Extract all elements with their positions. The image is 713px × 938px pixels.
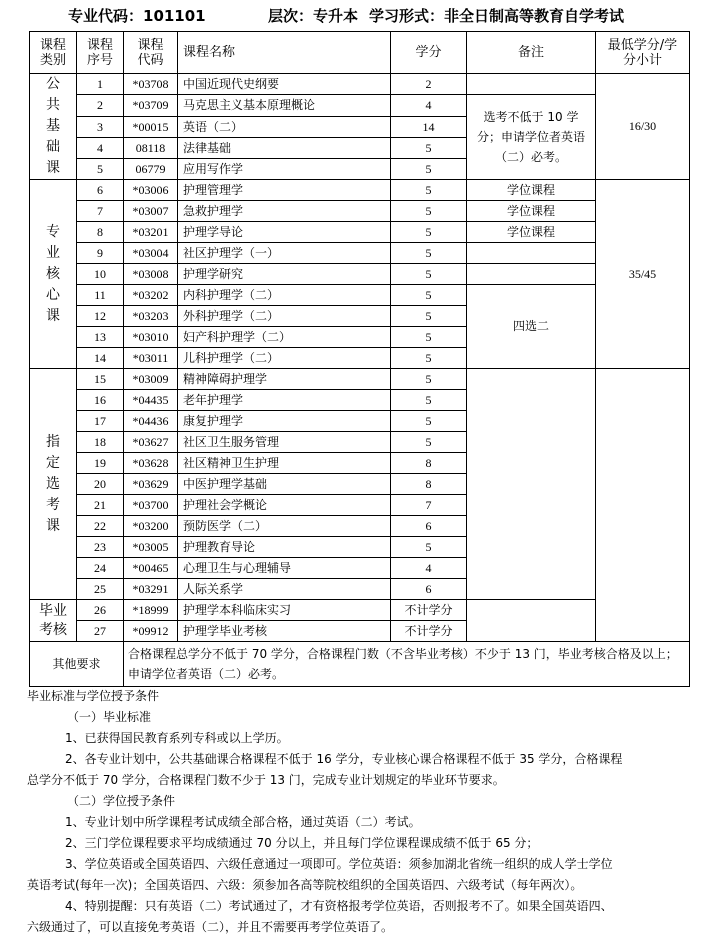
header-name: 课程名称 bbox=[178, 32, 391, 74]
row-credit: 4 bbox=[391, 95, 467, 117]
row-credit: 2 bbox=[391, 74, 467, 95]
row-code: *03627 bbox=[124, 432, 178, 453]
row-seq: 22 bbox=[77, 516, 124, 537]
graduation-notes bbox=[27, 686, 702, 938]
row-seq: 26 bbox=[77, 600, 124, 621]
row-seq: 25 bbox=[77, 579, 124, 600]
remark-degree-course: 学位课程 bbox=[467, 201, 596, 222]
major-code: 专业代码：101101 bbox=[68, 7, 206, 25]
row-credit: 5 bbox=[391, 537, 467, 558]
row-seq: 20 bbox=[77, 474, 124, 495]
remark-degree-course: 学位课程 bbox=[467, 222, 596, 243]
row-name: 护理学研究 bbox=[178, 264, 391, 285]
row-seq: 4 bbox=[77, 138, 124, 159]
row-name: 急救护理学 bbox=[178, 201, 391, 222]
row-seq: 1 bbox=[77, 74, 124, 95]
row-name: 护理教育导论 bbox=[178, 537, 391, 558]
category-graduation: 毕业考核 bbox=[30, 600, 77, 642]
row-credit: 5 bbox=[391, 222, 467, 243]
table-row bbox=[30, 600, 690, 621]
remark-elective bbox=[467, 369, 596, 600]
remark-public: 选考不低于 10 学分；申请学位者英语（二）必考。 bbox=[467, 95, 596, 180]
row-name: 预防医学（二） bbox=[178, 516, 391, 537]
row-credit: 不计学分 bbox=[391, 600, 467, 621]
row-code: *03709 bbox=[124, 95, 178, 117]
row-credit: 6 bbox=[391, 516, 467, 537]
row-code: 06779 bbox=[124, 159, 178, 180]
other-requirements-row bbox=[30, 642, 690, 687]
row-credit: 5 bbox=[391, 306, 467, 327]
study-form: 学习形式：非全日制高等教育自学考试 bbox=[369, 7, 625, 25]
row-code: *03004 bbox=[124, 243, 178, 264]
row-code: *03007 bbox=[124, 201, 178, 222]
row-name: 内科护理学（二） bbox=[178, 285, 391, 306]
row-code: *00465 bbox=[124, 558, 178, 579]
notes-title: 毕业标准与学位授予条件 bbox=[27, 689, 160, 703]
row-code: *03700 bbox=[124, 495, 178, 516]
row-seq: 23 bbox=[77, 537, 124, 558]
total-public: 16/30 bbox=[596, 74, 690, 180]
row-credit: 5 bbox=[391, 201, 467, 222]
row-seq: 3 bbox=[77, 117, 124, 138]
notes-item: 1、专业计划中所学课程考试成绩全部合格，通过英语（二）考试。 bbox=[65, 815, 421, 829]
row-credit: 5 bbox=[391, 348, 467, 369]
row-name: 护理学本科临床实习 bbox=[178, 600, 391, 621]
row-credit: 14 bbox=[391, 117, 467, 138]
notes-item: 3、学位英语或全国英语四、六级任意通过一项即可。学位英语：须参加湖北省统一组织的成人学士学位 bbox=[65, 857, 613, 871]
row-code: *18999 bbox=[124, 600, 178, 621]
row-seq: 7 bbox=[77, 201, 124, 222]
row-credit: 8 bbox=[391, 453, 467, 474]
table-row bbox=[30, 201, 690, 222]
table-row bbox=[30, 74, 690, 95]
total-core: 35/45 bbox=[596, 180, 690, 369]
row-name: 社区精神卫生护理 bbox=[178, 453, 391, 474]
table-row bbox=[30, 369, 690, 390]
row-code: *03200 bbox=[124, 516, 178, 537]
header-seq: 课程序号 bbox=[77, 32, 124, 74]
row-code: *03629 bbox=[124, 474, 178, 495]
row-credit: 5 bbox=[391, 369, 467, 390]
row-credit: 5 bbox=[391, 159, 467, 180]
notes-item-continued: 英语考试(每年一次)；全国英语四、六级：须参加各高等院校组织的全国英语四、六级考试（每年两次）。 bbox=[27, 878, 583, 892]
remark-degree-course: 学位课程 bbox=[467, 180, 596, 201]
row-seq: 14 bbox=[77, 348, 124, 369]
row-name: 康复护理学 bbox=[178, 411, 391, 432]
row-name: 儿科护理学（二） bbox=[178, 348, 391, 369]
notes-section-heading: （一）毕业标准 bbox=[67, 710, 152, 724]
remark-graduation bbox=[467, 600, 596, 642]
row-code: *03010 bbox=[124, 327, 178, 348]
row-credit: 5 bbox=[391, 180, 467, 201]
row-name: 马克思主义基本原理概论 bbox=[178, 95, 391, 117]
row-seq: 2 bbox=[77, 95, 124, 117]
course-plan-table bbox=[29, 31, 690, 687]
table-row bbox=[30, 285, 690, 306]
header-code: 课程代码 bbox=[124, 32, 178, 74]
row-code: *03203 bbox=[124, 306, 178, 327]
table-row bbox=[30, 222, 690, 243]
row-code: *00015 bbox=[124, 117, 178, 138]
row-seq: 9 bbox=[77, 243, 124, 264]
row-credit: 不计学分 bbox=[391, 621, 467, 642]
header-category: 课程类别 bbox=[30, 32, 77, 74]
row-remark bbox=[467, 243, 596, 264]
row-credit: 5 bbox=[391, 285, 467, 306]
row-seq: 21 bbox=[77, 495, 124, 516]
row-seq: 5 bbox=[77, 159, 124, 180]
row-name: 中国近现代史纲要 bbox=[178, 74, 391, 95]
row-credit: 5 bbox=[391, 411, 467, 432]
row-credit: 6 bbox=[391, 579, 467, 600]
study-level: 层次：专升本 bbox=[268, 7, 359, 25]
row-seq: 8 bbox=[77, 222, 124, 243]
row-seq: 10 bbox=[77, 264, 124, 285]
row-credit: 5 bbox=[391, 432, 467, 453]
header-min-credit: 最低学分/学分小计 bbox=[596, 32, 690, 74]
row-seq: 24 bbox=[77, 558, 124, 579]
row-seq: 13 bbox=[77, 327, 124, 348]
row-remark bbox=[467, 74, 596, 95]
row-seq: 18 bbox=[77, 432, 124, 453]
table-row bbox=[30, 264, 690, 285]
row-name: 外科护理学（二） bbox=[178, 306, 391, 327]
row-credit: 5 bbox=[391, 264, 467, 285]
other-requirements-text: 合格课程总学分不低于 70 学分，合格课程门数（不含毕业考核）不少于 13 门，毕业考核合格及以上；申请学位者英语（二）必考。 bbox=[124, 642, 690, 687]
row-code: *03011 bbox=[124, 348, 178, 369]
row-code: *03202 bbox=[124, 285, 178, 306]
row-code: *09912 bbox=[124, 621, 178, 642]
row-code: *03628 bbox=[124, 453, 178, 474]
row-code: *03008 bbox=[124, 264, 178, 285]
row-name: 应用写作学 bbox=[178, 159, 391, 180]
notes-item: 2、三门学位课程要求平均成绩通过 70 分以上，并且每门学位课程课成绩不低于 65 分； bbox=[65, 836, 539, 850]
row-seq: 17 bbox=[77, 411, 124, 432]
row-name: 英语（二） bbox=[178, 117, 391, 138]
row-seq: 16 bbox=[77, 390, 124, 411]
notes-item-continued: 六级通过了，可以直接免考英语（二），并且不需要再考学位英语了。 bbox=[27, 920, 394, 934]
table-header-row bbox=[30, 32, 690, 74]
row-credit: 8 bbox=[391, 474, 467, 495]
page-header bbox=[0, 2, 713, 30]
row-seq: 11 bbox=[77, 285, 124, 306]
row-name: 护理社会学概论 bbox=[178, 495, 391, 516]
row-credit: 5 bbox=[391, 390, 467, 411]
notes-item: 1、已获得国民教育系列专科或以上学历。 bbox=[65, 731, 289, 745]
row-code: *04436 bbox=[124, 411, 178, 432]
notes-item: 4、特别提醒：只有英语（二）考试通过了，才有资格报考学位英语，否则报考不了。如果全国英语四、 bbox=[65, 899, 613, 913]
row-seq: 19 bbox=[77, 453, 124, 474]
row-credit: 5 bbox=[391, 327, 467, 348]
row-seq: 6 bbox=[77, 180, 124, 201]
row-name: 心理卫生与心理辅导 bbox=[178, 558, 391, 579]
category-elective: 指定选考课 bbox=[30, 369, 77, 600]
row-code: *03006 bbox=[124, 180, 178, 201]
category-core: 专业核心课 bbox=[30, 180, 77, 369]
remark-choose-two: 四选二 bbox=[467, 285, 596, 369]
row-remark bbox=[467, 264, 596, 285]
row-code: *03201 bbox=[124, 222, 178, 243]
row-name: 法律基础 bbox=[178, 138, 391, 159]
notes-item-continued: 总学分不低于 70 学分，合格课程门数不少于 13 门，完成专业计划规定的毕业环节要求。 bbox=[27, 773, 505, 787]
row-credit: 5 bbox=[391, 138, 467, 159]
row-seq: 15 bbox=[77, 369, 124, 390]
row-name: 社区卫生服务管理 bbox=[178, 432, 391, 453]
row-name: 精神障碍护理学 bbox=[178, 369, 391, 390]
category-public: 公共基础课 bbox=[30, 74, 77, 180]
row-credit: 7 bbox=[391, 495, 467, 516]
row-name: 社区护理学（一） bbox=[178, 243, 391, 264]
row-code: *04435 bbox=[124, 390, 178, 411]
header-remark: 备注 bbox=[467, 32, 596, 74]
row-name: 中医护理学基础 bbox=[178, 474, 391, 495]
notes-section-heading: （二）学位授予条件 bbox=[67, 794, 176, 808]
row-code: *03009 bbox=[124, 369, 178, 390]
row-code: *03708 bbox=[124, 74, 178, 95]
table-row bbox=[30, 243, 690, 264]
row-credit: 5 bbox=[391, 243, 467, 264]
header-credit: 学分 bbox=[391, 32, 467, 74]
row-credit: 4 bbox=[391, 558, 467, 579]
row-seq: 27 bbox=[77, 621, 124, 642]
row-seq: 12 bbox=[77, 306, 124, 327]
row-code: *03291 bbox=[124, 579, 178, 600]
row-name: 老年护理学 bbox=[178, 390, 391, 411]
total-elective bbox=[596, 369, 690, 642]
notes-item: 2、各专业计划中，公共基础课合格课程不低于 16 学分，专业核心课合格课程不低于 35 学分，合格课程 bbox=[65, 752, 623, 766]
table-row bbox=[30, 180, 690, 201]
row-code: 08118 bbox=[124, 138, 178, 159]
other-requirements-label: 其他要求 bbox=[30, 642, 124, 687]
table-row bbox=[30, 95, 690, 117]
row-name: 妇产科护理学（二） bbox=[178, 327, 391, 348]
row-name: 护理学毕业考核 bbox=[178, 621, 391, 642]
row-name: 人际关系学 bbox=[178, 579, 391, 600]
row-name: 护理学导论 bbox=[178, 222, 391, 243]
row-name: 护理管理学 bbox=[178, 180, 391, 201]
row-code: *03005 bbox=[124, 537, 178, 558]
